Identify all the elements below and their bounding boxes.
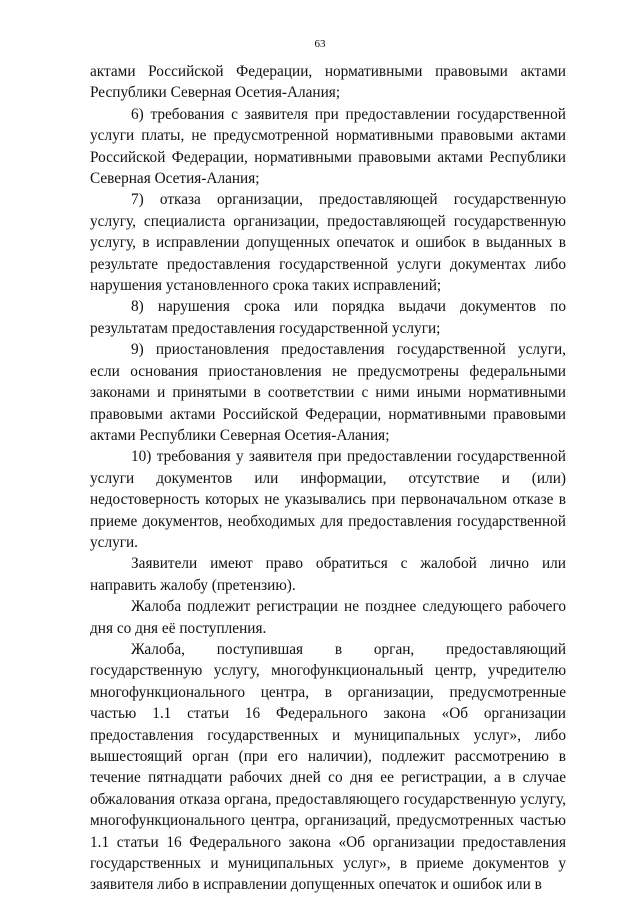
page-number: 63 — [314, 38, 326, 50]
paragraph-continuation: актами Российской Федерации, нормативными правовыми актами Республики Северная Осетия-Алания; — [90, 63, 566, 102]
paragraph-item-6: 6) требования с заявителя при предоставлении государственной услуги платы, не предусмотренной нормативными правовыми актами Российской Федерации, нормативными правовыми актами Республики Северная Осетия-Алания; — [90, 105, 566, 188]
paragraph-complaint-review: Жалоба, поступившая в орган, предоставляющий государственную услугу, многофункциональный центр, учредителю многофункционального центра, в организации, предусмотренные частью 1.1 статьи 16 Федерального закона «Об организации предоставления государственных и муниципальных услуг», либо вышестоящий орган (при его наличии), подлежит рассмотрению в течение пятнадцати рабочих дней со дня ее регистрации, а в случае обжалования отказа органа, предоставляющего государственную услугу, многофункционального центра, организаций, предусмотренных частью 1.1 статьи 16 Федерального закона «Об организации предоставления государственных и муниципальных услуг», в приеме документов у заявителя либо в исправлении допущенных опечаток и ошибок или в — [90, 640, 566, 894]
paragraph-item-9: 9) приостановления предоставления государственной услуги, если основания приостановления не предусмотрены федеральными законами и принятыми в соответствии с ними иными нормативными правовыми актами Российской Федерации, нормативными правовыми актами Республики Северная Осетия-Алания; — [90, 341, 566, 444]
paragraph-complaint-registration: Жалоба подлежит регистрации не позднее следующего рабочего дня со дня её поступления. — [90, 598, 566, 637]
paragraph-complaint-right: Заявители имеют право обратиться с жалобой лично или направить жалобу (претензию). — [90, 555, 566, 594]
document-body — [90, 61, 566, 896]
paragraph-item-8: 8) нарушения срока или порядка выдачи документов по результатам предоставления государственной услуги; — [90, 298, 566, 337]
paragraph-item-10: 10) требования у заявителя при предоставлении государственной услуги документов или информации, отсутствие и (или) недостоверность которых не указывались при первоначальном отказе в приеме документов, необходимых для предоставления государственной услуги. — [90, 448, 566, 551]
paragraph-item-7: 7) отказа организации, предоставляющей государственную услугу, специалиста организации, предоставляющей государственную услугу, в исправлении допущенных опечаток и ошибок в выданных в результате предоставления государственной услуги документах либо нарушения установленного срока таких исправлений; — [90, 191, 566, 295]
